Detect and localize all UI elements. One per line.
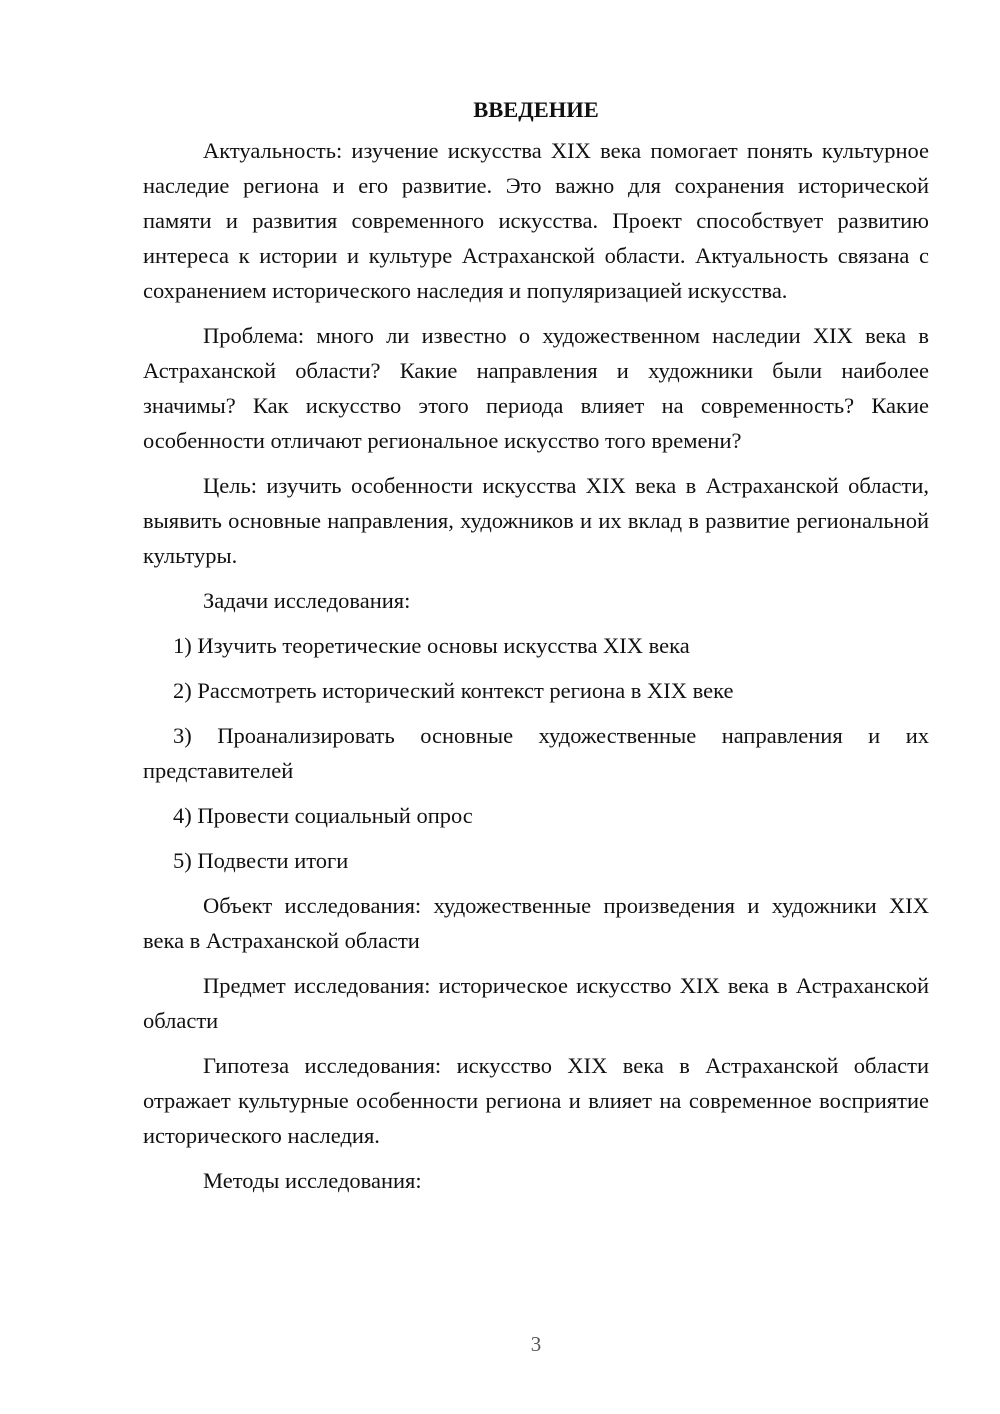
page-number: 3 [530, 1332, 542, 1356]
tasks-heading: Задачи исследования: [203, 588, 411, 613]
task-item: 5) Подвести итоги [173, 848, 349, 873]
object-paragraph: Объект исследования: художественные произведения и художники XIX века в Астраханской области [143, 893, 929, 953]
subject-paragraph: Предмет исследования: историческое искусство XIX века в Астраханской области [143, 973, 929, 1033]
document-page [143, 92, 929, 1208]
goal-paragraph: Цель: изучить особенности искусства XIX века в Астраханской области, выявить основные направления, художников и их вклад в развитие региональной культуры. [143, 473, 929, 568]
methods-heading: Методы исследования: [203, 1168, 422, 1193]
tasks-list [143, 628, 929, 878]
task-item: 4) Провести социальный опрос [173, 803, 473, 828]
section-title: ВВЕДЕНИЕ [473, 97, 599, 122]
hypothesis-paragraph: Гипотеза исследования: искусство XIX века в Астраханской области отражает культурные особенности региона и влияет на современное восприятие исторического наследия. [143, 1053, 929, 1148]
relevance-paragraph: Актуальность: изучение искусства XIX века помогает понять культурное наследие региона и его развитие. Это важно для сохранения исторической памяти и развития современного искусства. Проект способствует развитию интереса к истории и культуре Астраханской области. Актуальность связана с сохранением исторического наследия и популяризацией искусства. [143, 138, 929, 303]
task-item: 1) Изучить теоретические основы искусства XIX века [173, 633, 690, 658]
problem-paragraph: Проблема: много ли известно о художественном наследии XIX века в Астраханской области? Какие направления и художники были наиболее значимы? Как искусство этого периода влияет на современность? Какие особенности отличают региональное искусство того времени? [143, 323, 929, 453]
task-item: 3) Проанализировать основные художественные направления и их представителей [143, 723, 929, 783]
task-item: 2) Рассмотреть исторический контекст региона в XIX веке [173, 678, 734, 703]
